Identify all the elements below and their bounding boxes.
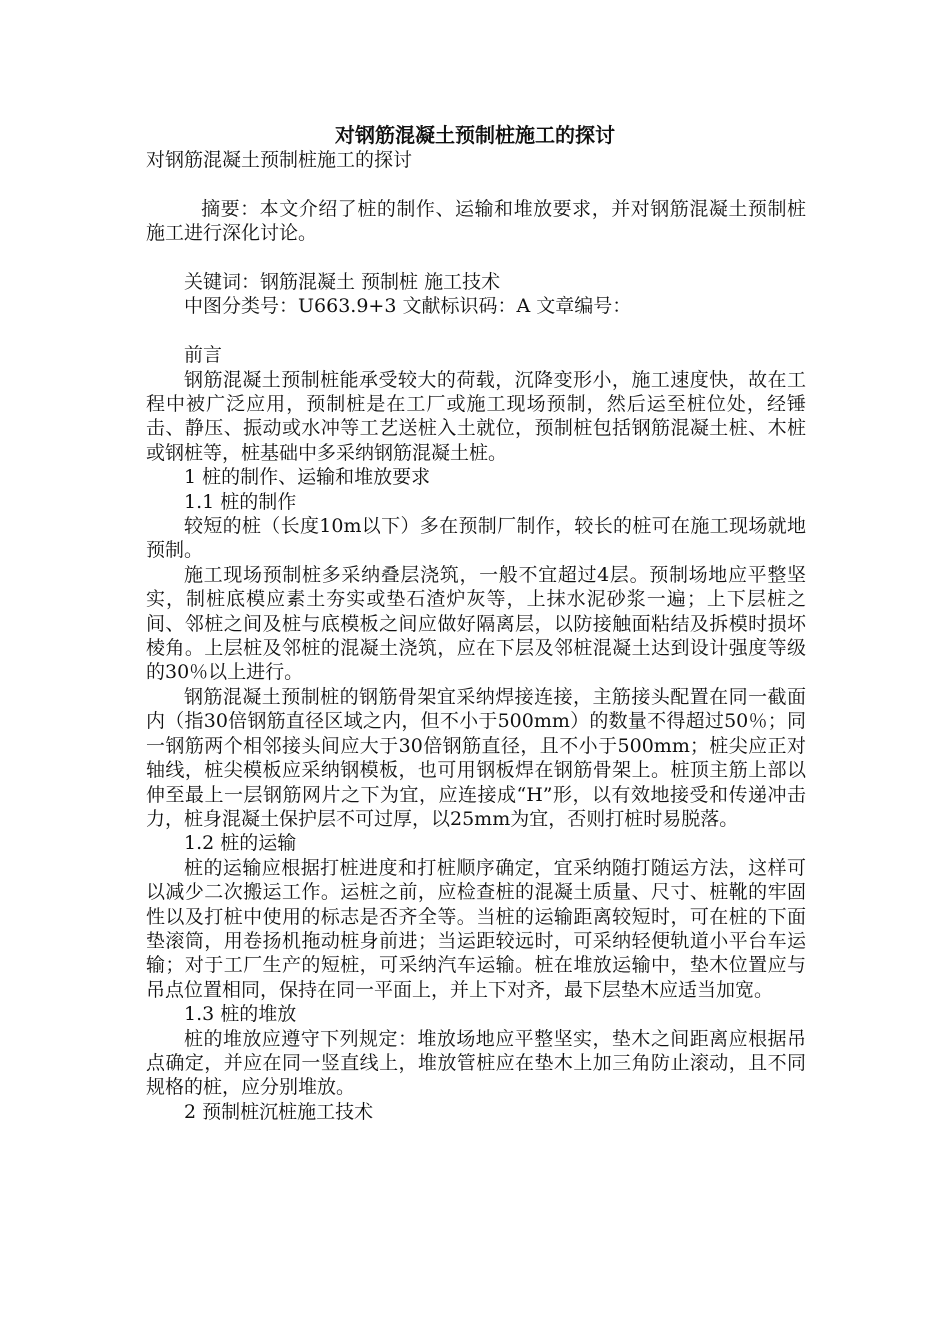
section-1-heading: 1 桩的制作、运输和堆放要求	[184, 466, 431, 489]
section-1-2-paragraph: 桩的运输应根据打桩进度和打桩顺序确定，宜采纳随打随运方法，这样可以减少二次搬运工作。运桩之前，应检查桩的混凝土质量、尺寸、桩靴的牢固性以及打桩中使用的标志是否齐全等。当桩的运输距离较短时，可在桩的下面垫滚筒，用卷扬机拖动桩身前进；当运距较远时，可采纳轻便轨道小平台车运输；对于工厂生产的短桩，可采纳汽车运输。桩在堆放运输中，垫木位置应与吊点位置相同，保持在同一平面上，并上下对齐，最下层垫木应适当加宽。	[146, 856, 806, 1001]
section-1-1-heading: 1.1 桩的制作	[184, 490, 297, 513]
abstract-paragraph: 摘要：本文介绍了桩的制作、运输和堆放要求，并对钢筋混凝土预制桩施工进行深化讨论。	[146, 197, 806, 245]
document-title: 对钢筋混凝土预制桩施工的探讨	[335, 123, 615, 147]
spacer	[146, 246, 806, 270]
keywords-line: 关键词：钢筋混凝土 预制桩 施工技术	[184, 271, 501, 293]
section-2-heading: 2 预制桩沉桩施工技术	[184, 1100, 374, 1123]
section-1-1-paragraph-2: 施工现场预制桩多采纳叠层浇筑，一般不宜超过4层。预制场地应平整坚实，制桩底模应素土夯实或垫石渣炉灰等，上抹水泥砂浆一遍；上下层桩之间、邻桩之间及桩与底模板之间应做好隔离层，以防接触面粘结及拆模时损坏棱角。上层桩及邻桩的混凝土浇筑，应在下层及邻桩混凝土达到设计强度等级的30％以上进行。	[146, 563, 806, 684]
document-subtitle: 对钢筋混凝土预制桩施工的探讨	[146, 149, 413, 171]
spacer	[146, 319, 806, 343]
section-1-2-heading: 1.2 桩的运输	[184, 832, 297, 855]
classification-line: 中图分类号：U663.9+3 文献标识码：A 文章编号：	[184, 295, 632, 318]
document-body	[146, 148, 806, 1124]
spacer	[146, 172, 806, 196]
preface-heading: 前言	[184, 344, 223, 367]
preface-paragraph: 钢筋混凝土预制桩能承受较大的荷载，沉降变形小，施工速度快，故在工程中被广泛应用，预制桩是在工厂或施工现场预制，然后运至桩位处，经锤击、静压、振动或水冲等工艺送桩入土就位，预制桩包括钢筋混凝土桩、木桩或钢桩等，桩基础中多采纳钢筋混凝土桩。	[146, 368, 806, 464]
section-1-3-heading: 1.3 桩的堆放	[184, 1003, 297, 1026]
section-1-1-paragraph-3: 钢筋混凝土预制桩的钢筋骨架宜采纳焊接连接，主筋接头配置在同一截面内（指30倍钢筋直径区域之内，但不小于500mm）的数量不得超过50％；同一钢筋两个相邻接头间应大于30倍钢筋直径，且不小于500mm；桩尖应正对轴线，桩尖模板应采纳钢模板，也可用钢板焊在钢筋骨架上。桩顶主筋上部以伸至最上一层钢筋网片之下为宜，应连接成“H”形，以有效地接受和传递冲击力，桩身混凝土保护层不可过厚，以25mm为宜，否则打桩时易脱落。	[146, 685, 806, 830]
section-1-3-paragraph: 桩的堆放应遵守下列规定：堆放场地应平整坚实，垫木之间距离应根据吊点确定，并应在同一竖直线上，堆放管桩应在垫木上加三角防止滚动，且不同规格的桩，应分别堆放。	[146, 1027, 806, 1099]
section-1-1-paragraph-1: 较短的桩（长度10m以下）多在预制厂制作，较长的桩可在施工现场就地预制。	[146, 515, 806, 562]
